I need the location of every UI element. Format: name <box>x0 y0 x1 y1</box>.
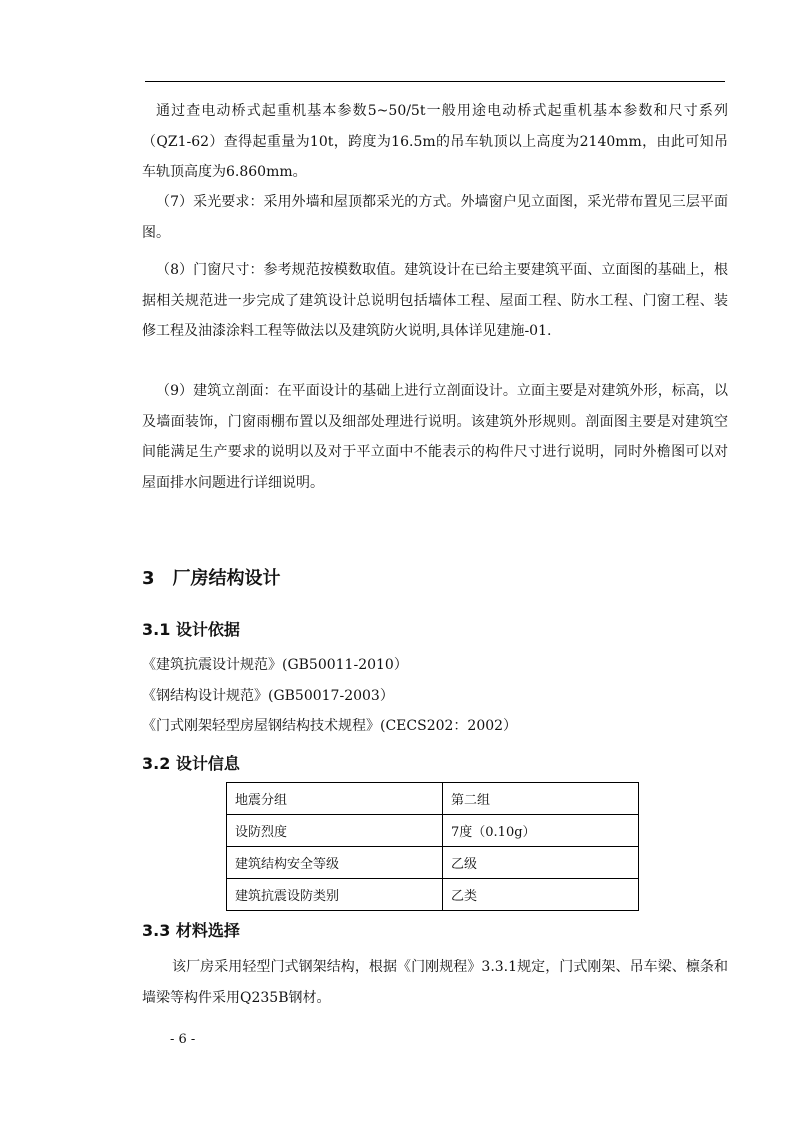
paragraph-lighting: （7）采光要求：采用外墙和屋顶都采光的方式。外墙窗户见立面图，采光带布置见三层平面图。 <box>142 194 728 241</box>
table-row <box>227 847 639 879</box>
table-cell: 第二组 <box>443 783 639 815</box>
section-3-heading: 3 厂房结构设计 <box>142 568 281 589</box>
section-3-1-heading: 3.1 设计依据 <box>142 620 240 639</box>
table-cell: 建筑抗震设防类别 <box>227 879 443 911</box>
table-cell: 地震分组 <box>227 783 443 815</box>
page-number: - 6 - <box>170 1032 196 1047</box>
table-cell: 建筑结构安全等级 <box>227 847 443 879</box>
table-cell: 乙级 <box>443 847 639 879</box>
table-cell: 7度（0.10g） <box>443 815 639 847</box>
table-row <box>227 815 639 847</box>
paragraph-materials: 该厂房采用轻型门式钢架结构，根据《门刚规程》3.3.1规定，门式刚架、吊车梁、檩条和墙梁等构件采用Q235B钢材。 <box>142 959 728 1006</box>
paragraph-doors-windows: （8）门窗尺寸：参考规范按模数取值。建筑设计在已给主要建筑平面、立面图的基础上，根据相关规范进一步完成了建筑设计总说明包括墙体工程、屋面工程、防水工程、门窗工程、装修工程及油漆涂料工程等做法以及建筑防火说明,具体详见建施-01. <box>142 262 728 339</box>
table-row <box>227 783 639 815</box>
table-row <box>227 879 639 911</box>
header-rule <box>145 81 725 82</box>
reference-item: 《门式刚架轻型房屋钢结构技术规程》(CECS202：2002） <box>142 718 518 734</box>
design-info-table <box>226 782 639 911</box>
reference-item: 《建筑抗震设计规范》(GB50011-2010） <box>142 657 408 673</box>
table-cell: 设防烈度 <box>227 815 443 847</box>
section-3-2-heading: 3.2 设计信息 <box>142 754 240 773</box>
section-3-3-heading: 3.3 材料选择 <box>142 921 240 940</box>
paragraph-crane-params: 通过查电动桥式起重机基本参数5~50/5t一般用途电动桥式起重机基本参数和尺寸系列（QZ1-62）查得起重量为10t，跨度为16.5m的吊车轨顶以上高度为2140mm，由此可知吊车轨顶高度为6.860mm。 <box>142 103 728 180</box>
reference-item: 《钢结构设计规范》(GB50017-2003） <box>142 688 394 704</box>
table-cell: 乙类 <box>443 879 639 911</box>
paragraph-elevation-section: （9）建筑立剖面：在平面设计的基础上进行立剖面设计。立面主要是对建筑外形，标高，以及墙面装饰，门窗雨棚布置以及细部处理进行说明。该建筑外形规则。剖面图主要是对建筑空间能满足生产要求的说明以及对于平立面中不能表示的构件尺寸进行说明，同时外檐图可以对屋面排水问题进行详细说明。 <box>142 383 728 491</box>
